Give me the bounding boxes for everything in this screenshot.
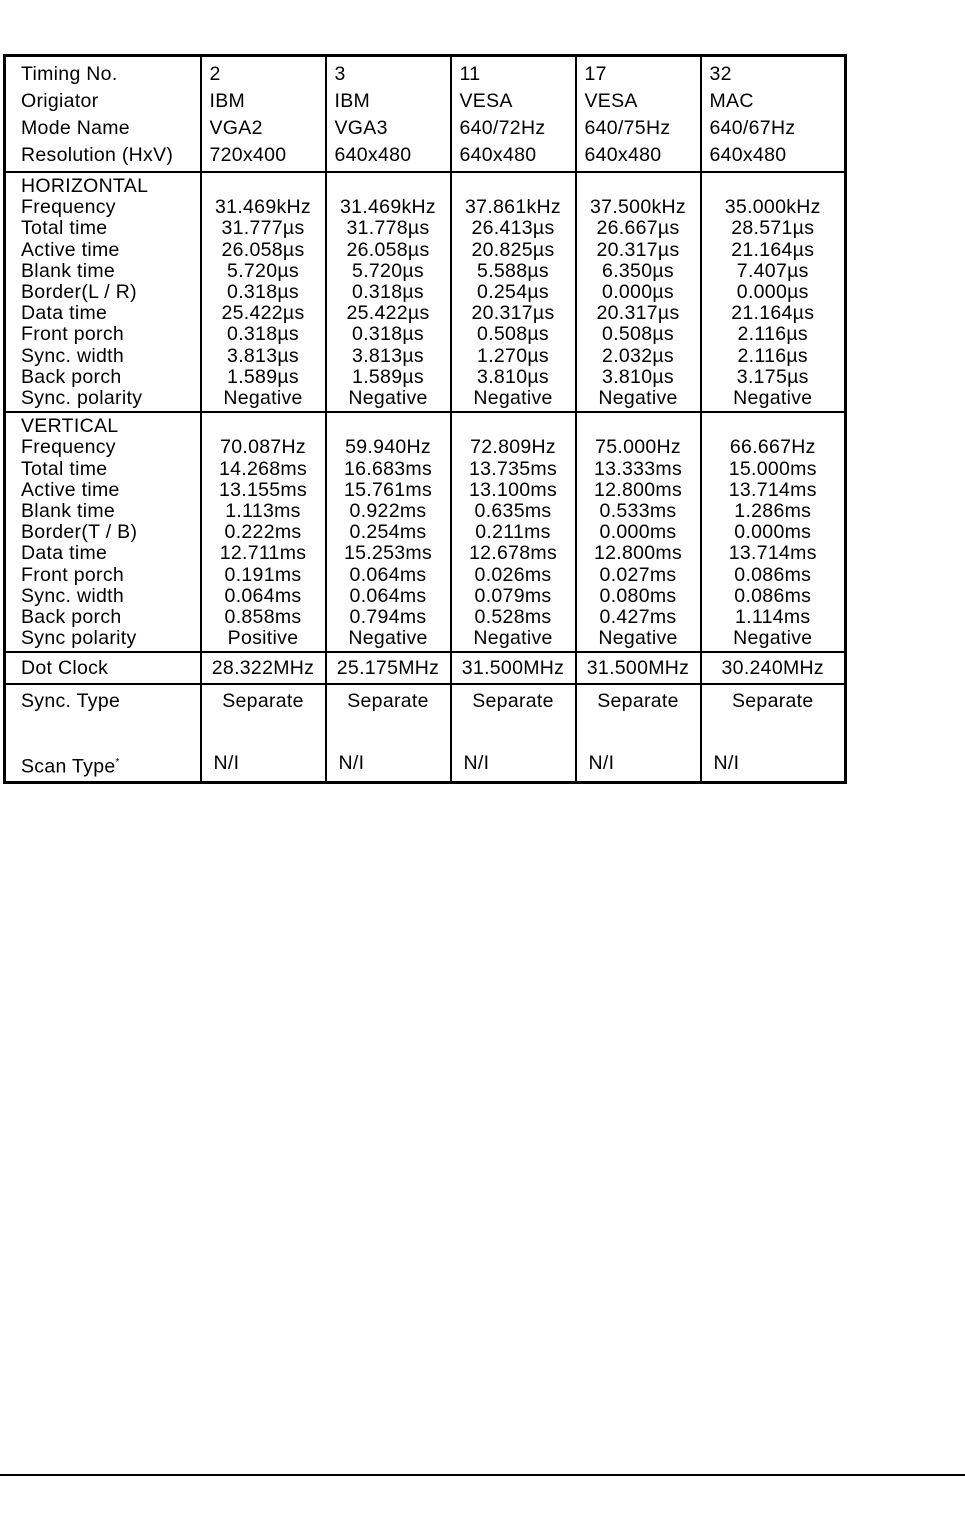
horizontal-param-label: Blank time xyxy=(21,259,116,282)
vertical-param-value: 0.254ms xyxy=(349,521,427,544)
horizontal-param-value: 20.825µs xyxy=(471,238,555,261)
horizontal-param-value: 2.032µs xyxy=(602,344,674,367)
vertical-col-2 xyxy=(451,412,576,652)
timing-no: 2 xyxy=(209,63,221,85)
horizontal-col-2 xyxy=(451,172,576,412)
horizontal-param-value: 37.500kHz xyxy=(590,196,686,219)
horizontal-param-label: Sync. polarity xyxy=(21,387,143,410)
horizontal-param-value: 5.720µs xyxy=(352,259,424,282)
horizontal-param-value: 1.589µs xyxy=(227,365,299,388)
vertical-param-value: 15.761ms xyxy=(343,478,433,501)
vertical-param-label: Back porch xyxy=(21,606,122,629)
horizontal-param-value: 26.058µs xyxy=(346,238,430,261)
resolution: 640x480 xyxy=(334,144,412,166)
header-col-2 xyxy=(451,56,576,173)
sync-scan-section xyxy=(5,684,846,782)
vertical-param-value: 13.155ms xyxy=(218,478,308,501)
header-labels xyxy=(5,56,201,173)
mode-name: 640/75Hz xyxy=(584,117,671,139)
horizontal-param-value: 28.571µs xyxy=(731,217,815,240)
vertical-param-label: Sync polarity xyxy=(21,627,137,650)
scan-type-value: N/I xyxy=(713,752,740,775)
dot-clock-value: 28.322MHz xyxy=(211,657,315,680)
horizontal-param-value: 0.318µs xyxy=(352,281,424,303)
scan-type-value: N/I xyxy=(463,752,490,775)
horizontal-param-value: 26.058µs xyxy=(221,238,305,261)
dot-clock-value: 31.500MHz xyxy=(586,657,690,680)
timing-no: 32 xyxy=(709,63,732,85)
header-section xyxy=(5,56,846,173)
vertical-param-value: 0.027ms xyxy=(599,563,677,586)
horizontal-param-value: 3.175µs xyxy=(736,365,809,388)
horizontal-param-value: 0.318µs xyxy=(227,323,299,346)
horizontal-param-value: 7.407µs xyxy=(736,259,809,282)
horizontal-param-value: 20.317µs xyxy=(596,302,680,325)
vertical-labels xyxy=(5,412,201,652)
horizontal-param-value: 1.270µs xyxy=(477,344,549,367)
horizontal-param-label: Back porch xyxy=(21,365,122,388)
vertical-param-value: Negative xyxy=(598,627,678,650)
horizontal-param-value: 0.508µs xyxy=(602,323,674,346)
horizontal-param-value: 26.413µs xyxy=(471,217,555,240)
vertical-col-1 xyxy=(326,412,451,652)
footer-rule xyxy=(0,1474,965,1476)
vertical-param-value: 72.809Hz xyxy=(470,436,556,459)
label-timing-no: Timing No. xyxy=(21,63,118,85)
mode-name: VGA3 xyxy=(334,117,388,139)
horizontal-param-label: Total time xyxy=(21,217,108,240)
horizontal-param-value: 31.469kHz xyxy=(340,196,436,219)
vertical-param-value: Negative xyxy=(348,627,428,650)
horizontal-param-value: 2.116µs xyxy=(737,344,808,367)
vertical-param-value: 13.333ms xyxy=(593,457,683,480)
vertical-param-label: Active time xyxy=(21,478,120,501)
header-col-0 xyxy=(201,56,326,173)
horizontal-param-value: 31.778µs xyxy=(346,217,430,240)
vertical-param-value: 75.000Hz xyxy=(595,436,681,459)
horizontal-section xyxy=(5,172,846,412)
vertical-param-value: 15.253ms xyxy=(343,542,433,565)
label-originator: Origiator xyxy=(21,90,99,112)
horizontal-col-1 xyxy=(326,172,451,412)
vertical-param-value: 0.635ms xyxy=(474,500,552,523)
horizontal-param-value: 0.000µs xyxy=(736,281,809,303)
mode-name: 640/67Hz xyxy=(709,117,796,139)
vertical-param-value: 0.858ms xyxy=(224,606,302,629)
vertical-param-value: 0.222ms xyxy=(224,521,302,544)
horizontal-param-label: Frequency xyxy=(21,196,116,219)
sync-type-value: Separate xyxy=(222,690,304,713)
mode-name: 640/72Hz xyxy=(459,117,546,139)
horizontal-param-value: 0.254µs xyxy=(477,281,549,303)
sync-type-value: Separate xyxy=(472,690,554,713)
horizontal-param-value: 0.000µs xyxy=(602,281,674,303)
vertical-param-value: 0.086ms xyxy=(734,563,812,586)
vertical-param-value: 16.683ms xyxy=(343,457,433,480)
horizontal-col-4 xyxy=(701,172,846,412)
horizontal-param-label: Sync. width xyxy=(21,344,125,367)
scan-type-value: N/I xyxy=(338,752,365,775)
scan-type-label xyxy=(6,715,200,781)
horizontal-param-value: Negative xyxy=(348,387,428,410)
vertical-col-4 xyxy=(701,412,846,652)
vertical-title: VERTICAL xyxy=(21,415,119,438)
horizontal-param-value: 20.317µs xyxy=(596,238,680,261)
horizontal-param-value: 0.508µs xyxy=(477,323,549,346)
timing-no: 11 xyxy=(459,63,481,85)
horizontal-param-value: 21.164µs xyxy=(731,238,815,261)
vertical-param-value: 0.922ms xyxy=(349,500,427,523)
resolution: 720x400 xyxy=(209,144,287,166)
vertical-param-value: 0.794ms xyxy=(349,606,427,629)
vertical-param-value: 1.113ms xyxy=(225,500,301,523)
vertical-param-label: Frequency xyxy=(21,436,116,459)
horizontal-param-value: 5.588µs xyxy=(477,259,549,282)
vertical-param-value: 13.714ms xyxy=(728,478,817,501)
vertical-param-value: 0.064ms xyxy=(349,563,427,586)
horizontal-param-label: Border(L / R) xyxy=(21,281,137,304)
horizontal-param-value: 25.422µs xyxy=(221,302,305,325)
vertical-param-value: 0.533ms xyxy=(599,500,677,523)
horizontal-param-value: 6.350µs xyxy=(602,259,674,282)
dot-clock-value: 30.240MHz xyxy=(721,657,824,680)
scan-type-label-text: Scan Type xyxy=(21,755,116,778)
vertical-param-value: 0.079ms xyxy=(474,584,552,607)
sync-type-value: Separate xyxy=(347,690,429,713)
vertical-param-label: Blank time xyxy=(21,500,116,523)
sync-type-label: Sync. Type xyxy=(21,690,121,713)
scan-type-footnote-marker: * xyxy=(115,757,120,769)
originator: VESA xyxy=(459,90,513,112)
scan-type-value: N/I xyxy=(588,752,615,775)
horizontal-param-value: 35.000kHz xyxy=(724,196,821,219)
vertical-section xyxy=(5,412,846,652)
timing-table xyxy=(3,54,847,784)
vertical-param-value: 15.000ms xyxy=(728,457,817,480)
horizontal-param-value: Negative xyxy=(223,387,303,410)
horizontal-param-value: 0.318µs xyxy=(227,281,299,303)
horizontal-param-value: 2.116µs xyxy=(737,323,808,346)
horizontal-labels xyxy=(5,172,201,412)
dot-clock-value: 31.500MHz xyxy=(461,657,565,680)
vertical-param-label: Data time xyxy=(21,542,108,565)
horizontal-param-value: 3.810µs xyxy=(602,365,674,388)
sync-type-value: Separate xyxy=(731,690,814,713)
horizontal-param-value: 3.810µs xyxy=(477,365,549,388)
vertical-param-value: 0.064ms xyxy=(224,584,302,607)
horizontal-param-value: 31.469kHz xyxy=(215,196,311,219)
horizontal-col-0 xyxy=(201,172,326,412)
dot-clock-label: Dot Clock xyxy=(21,657,109,680)
sync-type-value: Separate xyxy=(597,690,679,713)
horizontal-param-value: 20.317µs xyxy=(471,302,555,325)
horizontal-param-value: 0.318µs xyxy=(352,323,424,346)
horizontal-title: HORIZONTAL xyxy=(21,175,149,197)
dot-clock-value: 25.175MHz xyxy=(336,657,440,680)
originator: MAC xyxy=(709,90,754,112)
resolution: 640x480 xyxy=(709,144,787,166)
timing-no: 3 xyxy=(334,63,346,85)
vertical-param-value: Negative xyxy=(733,627,813,650)
vertical-param-label: Front porch xyxy=(21,563,125,586)
vertical-param-value: 0.086ms xyxy=(734,584,812,607)
vertical-param-value: 70.087Hz xyxy=(220,436,306,459)
horizontal-param-value: Negative xyxy=(733,387,813,410)
horizontal-param-label: Data time xyxy=(21,302,108,325)
header-col-1 xyxy=(326,56,451,173)
label-resolution: Resolution (HxV) xyxy=(21,144,174,166)
vertical-param-value: 66.667Hz xyxy=(729,436,816,459)
vertical-param-value: 0.026ms xyxy=(474,563,552,586)
vertical-param-value: 0.427ms xyxy=(599,606,677,629)
horizontal-param-label: Active time xyxy=(21,238,120,261)
horizontal-param-value: Negative xyxy=(598,387,678,410)
timing-no: 17 xyxy=(584,63,607,85)
vertical-col-3 xyxy=(576,412,701,652)
horizontal-param-value: 31.777µs xyxy=(221,217,305,240)
resolution: 640x480 xyxy=(459,144,537,166)
vertical-param-value: 0.191ms xyxy=(224,563,302,586)
horizontal-param-value: 3.813µs xyxy=(227,344,299,367)
vertical-param-value: 59.940Hz xyxy=(345,436,431,459)
vertical-param-value: 13.735ms xyxy=(468,457,558,480)
vertical-param-label: Border(T / B) xyxy=(21,521,138,544)
mode-name: VGA2 xyxy=(209,117,263,139)
vertical-param-value: 0.000ms xyxy=(599,521,677,544)
vertical-param-value: 13.100ms xyxy=(468,478,558,501)
horizontal-param-value: 25.422µs xyxy=(346,302,430,325)
vertical-param-value: 12.678ms xyxy=(468,542,558,565)
vertical-param-value: 0.080ms xyxy=(599,584,677,607)
horizontal-param-value: 26.667µs xyxy=(596,217,680,240)
header-col-3 xyxy=(576,56,701,173)
vertical-param-value: Negative xyxy=(473,627,553,650)
vertical-param-value: 0.000ms xyxy=(734,521,812,544)
horizontal-param-value: 5.720µs xyxy=(227,259,299,282)
vertical-param-value: 1.114ms xyxy=(735,606,811,629)
vertical-param-value: 14.268ms xyxy=(218,457,308,480)
header-col-4 xyxy=(701,56,846,173)
originator: IBM xyxy=(209,90,246,112)
horizontal-param-value: 3.813µs xyxy=(352,344,424,367)
horizontal-param-value: 37.861kHz xyxy=(465,196,561,219)
vertical-col-0 xyxy=(201,412,326,652)
dot-clock-row xyxy=(5,652,846,684)
vertical-param-value: 0.064ms xyxy=(349,584,427,607)
scan-type-value: N/I xyxy=(213,752,240,775)
originator: VESA xyxy=(584,90,638,112)
vertical-param-value: 1.286ms xyxy=(734,500,812,523)
label-mode-name: Mode Name xyxy=(21,117,130,139)
horizontal-param-value: 21.164µs xyxy=(731,302,815,325)
vertical-param-value: 0.528ms xyxy=(474,606,552,629)
vertical-param-value: Positive xyxy=(227,627,299,650)
originator: IBM xyxy=(334,90,371,112)
horizontal-param-label: Front porch xyxy=(21,323,125,346)
vertical-param-value: 12.711ms xyxy=(219,542,307,565)
vertical-param-value: 12.800ms xyxy=(593,478,683,501)
vertical-param-label: Sync. width xyxy=(21,584,125,607)
vertical-param-value: 12.800ms xyxy=(593,542,683,565)
vertical-param-label: Total time xyxy=(21,457,108,480)
horizontal-param-value: Negative xyxy=(473,387,553,410)
horizontal-col-3 xyxy=(576,172,701,412)
horizontal-param-value: 1.589µs xyxy=(352,365,424,388)
resolution: 640x480 xyxy=(584,144,662,166)
vertical-param-value: 0.211ms xyxy=(475,521,551,544)
vertical-param-value: 13.714ms xyxy=(728,542,817,565)
